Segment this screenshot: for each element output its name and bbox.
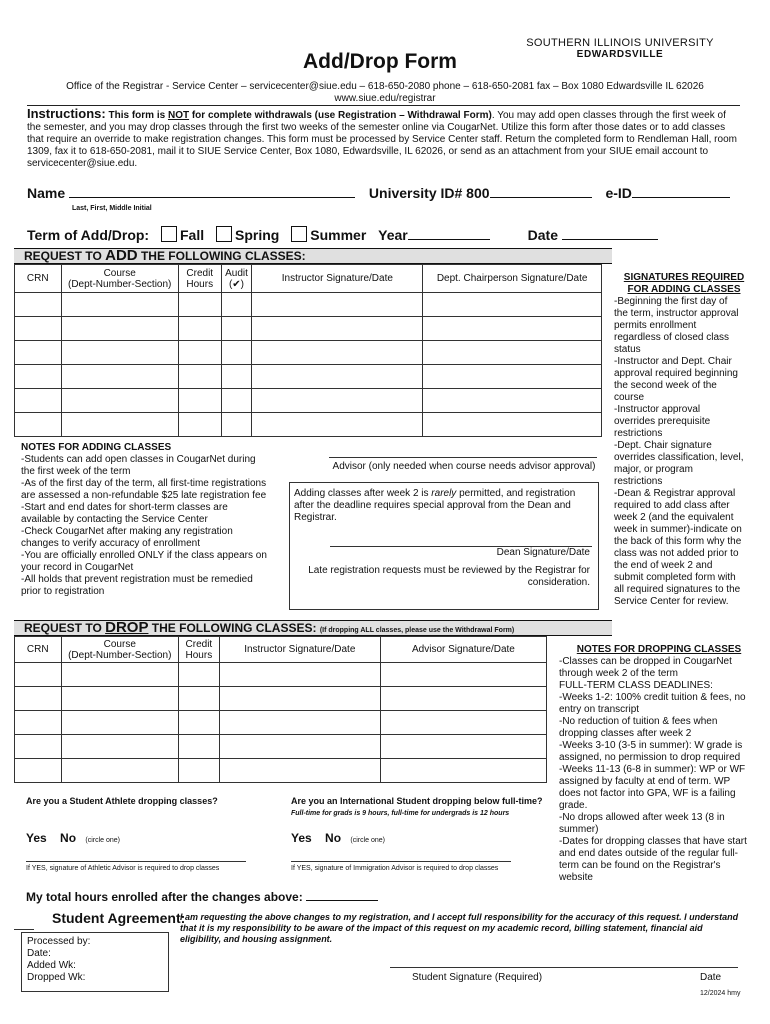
table-cell[interactable] bbox=[179, 663, 220, 687]
add-signatures-notes bbox=[614, 272, 754, 608]
table-cell[interactable] bbox=[221, 317, 252, 341]
table-cell[interactable] bbox=[221, 413, 252, 437]
drop-notes-line: -Weeks 3-10 (3-5 in summer): W grade is bbox=[559, 740, 743, 751]
name-row bbox=[27, 185, 730, 201]
table-cell[interactable] bbox=[219, 687, 380, 711]
table-cell[interactable] bbox=[179, 711, 220, 735]
drop-notes-line: -Weeks 11-13 (6-8 in summer): WP or WF bbox=[559, 764, 746, 775]
drop-notes-line: -No reduction of tuition & fees when bbox=[559, 716, 718, 727]
university-name: SOUTHERN ILLINOIS UNIVERSITY bbox=[526, 37, 714, 49]
table-cell[interactable] bbox=[178, 341, 221, 365]
summer-label: Summer bbox=[310, 227, 367, 243]
add-signatures-line: major, or program bbox=[614, 464, 693, 475]
add-signatures-line: restrictions bbox=[614, 428, 663, 439]
athlete-circle-hint: (circle one) bbox=[85, 837, 121, 844]
table-cell[interactable] bbox=[15, 687, 62, 711]
term-label: Term of Add/Drop: bbox=[27, 227, 150, 243]
drop-notes-line: does not factor into GPA, WF is a failing bbox=[559, 788, 736, 799]
late-registration-box bbox=[289, 482, 599, 610]
student-agreement-label: Student Agreement: bbox=[52, 910, 186, 926]
table-cell[interactable] bbox=[221, 389, 252, 413]
drop-notes-line: FULL-TERM CLASS DEADLINES: bbox=[559, 680, 713, 691]
drop-classes-table bbox=[14, 636, 547, 783]
add-signatures-line: status bbox=[614, 344, 641, 355]
add-table-row bbox=[15, 413, 602, 437]
table-cell[interactable] bbox=[252, 341, 423, 365]
drop-notes-line: grade. bbox=[559, 800, 588, 811]
table-cell[interactable] bbox=[252, 293, 423, 317]
add-signatures-line: the second week of the bbox=[614, 380, 717, 391]
add-notes-line: prior to registration bbox=[21, 586, 105, 597]
add-notes-line: -Start and end dates for short-term classes are bbox=[21, 502, 228, 513]
table-cell[interactable] bbox=[179, 687, 220, 711]
table-cell[interactable] bbox=[221, 365, 252, 389]
add-signatures-line: week in summer)-indicate on bbox=[614, 524, 742, 535]
table-cell[interactable] bbox=[219, 711, 380, 735]
university-campus: EDWARDSVILLE bbox=[576, 49, 664, 60]
table-cell[interactable] bbox=[15, 341, 62, 365]
athlete-question: Are you a Student Athlete dropping classes? bbox=[26, 796, 218, 806]
add-signatures-line: class was not added prior to bbox=[614, 548, 739, 559]
table-cell[interactable] bbox=[61, 317, 178, 341]
processed-by-label: Processed by: bbox=[27, 936, 91, 947]
drop-col-instructor: Instructor Signature/Date bbox=[219, 637, 380, 663]
date-label: Date bbox=[527, 227, 559, 243]
add-table-row bbox=[15, 317, 602, 341]
drop-col-course-l2: (Dept-Number-Section) bbox=[68, 649, 172, 661]
drop-table-row bbox=[15, 759, 547, 783]
add-section-header bbox=[14, 248, 612, 264]
add-signatures-line: week 2 (and the equivalent bbox=[614, 512, 734, 523]
table-cell[interactable] bbox=[15, 293, 62, 317]
table-cell[interactable] bbox=[252, 317, 423, 341]
fall-checkbox[interactable] bbox=[161, 226, 177, 242]
add-notes-line: changes to verify accuracy of enrollment bbox=[21, 538, 200, 549]
table-cell[interactable] bbox=[178, 365, 221, 389]
add-col-instructor: Instructor Signature/Date bbox=[252, 265, 423, 293]
table-cell[interactable] bbox=[61, 711, 178, 735]
table-cell[interactable] bbox=[219, 759, 380, 783]
instructions-label: Instructions: bbox=[27, 106, 106, 121]
name-label: Name bbox=[27, 185, 66, 201]
table-cell[interactable] bbox=[219, 735, 380, 759]
add-col-credit bbox=[178, 265, 221, 293]
instructions-bold-1: This form is bbox=[108, 110, 168, 121]
drop-notes-line: and end dates outside of the regular full- bbox=[559, 848, 739, 859]
table-cell[interactable] bbox=[252, 413, 423, 437]
table-cell[interactable] bbox=[179, 735, 220, 759]
add-notes-line: -You are officially enrolled ONLY if the class appears on bbox=[21, 550, 267, 561]
drop-bar-prefix: REQUEST TO bbox=[24, 621, 106, 635]
advisor-signature-label: Advisor (only needed when course needs advisor approval) bbox=[332, 461, 596, 472]
drop-notes-line: through week 2 of the term bbox=[559, 668, 678, 679]
fall-label: Fall bbox=[180, 227, 205, 243]
drop-col-credit-l1: Credit bbox=[185, 638, 213, 650]
international-note: If YES, signature of Immigration Advisor is required to drop classes bbox=[291, 865, 499, 872]
late-text-1: Adding classes after week 2 is bbox=[294, 488, 432, 499]
total-hours-row bbox=[26, 890, 378, 904]
drop-table-row bbox=[15, 687, 547, 711]
drop-table-row bbox=[15, 735, 547, 759]
table-cell[interactable] bbox=[15, 759, 62, 783]
add-signatures-line: -Beginning the first day of bbox=[614, 296, 728, 307]
table-cell[interactable] bbox=[15, 413, 62, 437]
advisor-signature-line[interactable] bbox=[329, 457, 597, 458]
table-cell[interactable] bbox=[423, 389, 602, 413]
add-signatures-line: -Dept. Chair signature bbox=[614, 440, 712, 451]
add-col-audit bbox=[221, 265, 252, 293]
add-notes-line: -Students can add open classes in CougarNet during bbox=[21, 454, 256, 465]
name-field[interactable] bbox=[69, 197, 355, 198]
instructions-block bbox=[27, 108, 742, 170]
year-label: Year bbox=[378, 227, 408, 243]
drop-bar-keyword: DROP bbox=[105, 619, 149, 636]
add-notes-line: are assessed a non-refundable $25 late registration fee bbox=[21, 490, 267, 501]
drop-col-crn: CRN bbox=[15, 637, 62, 663]
year-field[interactable] bbox=[408, 239, 490, 240]
add-signatures-line: -Instructor and Dept. Chair bbox=[614, 356, 732, 367]
late-text-rarely: rarely bbox=[431, 488, 457, 499]
international-fulltime-note: Full-time for grads is 9 hours, full-time for undergrads is 12 hours bbox=[291, 810, 510, 817]
add-table-header bbox=[15, 265, 602, 293]
add-notes-line: -Check CougarNet after making any registration bbox=[21, 526, 233, 537]
add-notes-line: -As of the first day of the term, all first-time registrations bbox=[21, 478, 267, 489]
processed-by-box bbox=[21, 932, 169, 992]
international-circle-hint: (circle one) bbox=[350, 837, 386, 844]
date-field[interactable] bbox=[562, 239, 658, 240]
drop-notes-line: assigned by faculty at end of term. WP bbox=[559, 776, 731, 787]
form-revision: 12/2024 hmy bbox=[700, 990, 741, 997]
drop-col-advisor: Advisor Signature/Date bbox=[380, 637, 546, 663]
athlete-yes-option[interactable]: Yes bbox=[26, 831, 47, 845]
late-text-2: permitted, and registration after the deadline requires special approval from the Dean and Registrar. bbox=[294, 488, 576, 523]
student-agreement-text: I am requesting the above changes to my registration, and I accept full responsibility for the accuracy of this request. I understand that it is my responsibility to be aware of the impact of this request on my academic record, billing statement, financial aid eligibility, and housing assignment. bbox=[180, 912, 739, 944]
add-notes-line: available by contacting the Service Center bbox=[21, 514, 208, 525]
table-cell[interactable] bbox=[423, 341, 602, 365]
table-cell[interactable] bbox=[423, 317, 602, 341]
table-cell[interactable] bbox=[178, 293, 221, 317]
add-notes-heading: NOTES FOR ADDING CLASSES bbox=[21, 442, 172, 453]
drop-col-course-l1: Course bbox=[103, 638, 136, 650]
term-row bbox=[27, 226, 658, 243]
summer-checkbox[interactable] bbox=[291, 226, 307, 242]
add-table-row bbox=[15, 365, 602, 389]
table-cell[interactable] bbox=[380, 711, 546, 735]
table-cell[interactable] bbox=[15, 735, 62, 759]
table-cell[interactable] bbox=[61, 735, 178, 759]
spring-label: Spring bbox=[235, 227, 280, 243]
add-signatures-line: overrides prerequisite bbox=[614, 416, 711, 427]
total-hours-field[interactable] bbox=[306, 900, 378, 901]
international-yes-no bbox=[291, 831, 385, 845]
immigration-advisor-signature-line[interactable] bbox=[291, 861, 511, 862]
add-col-audit-l2: (✔) bbox=[228, 278, 245, 290]
add-table-row bbox=[15, 389, 602, 413]
drop-notes-line: -Weeks 1-2: 100% credit tuition & fees, no bbox=[559, 692, 746, 703]
total-hours-label: My total hours enrolled after the changes above: bbox=[26, 890, 303, 904]
drop-col-credit bbox=[179, 637, 220, 663]
add-bar-prefix: REQUEST TO bbox=[24, 249, 106, 263]
drop-table-header bbox=[15, 637, 547, 663]
spring-checkbox[interactable] bbox=[216, 226, 232, 242]
add-classes-table bbox=[14, 264, 602, 437]
add-signatures-heading-2: FOR ADDING CLASSES bbox=[627, 284, 741, 295]
table-cell[interactable] bbox=[380, 735, 546, 759]
drop-col-course bbox=[61, 637, 178, 663]
eid-field[interactable] bbox=[632, 197, 730, 198]
drop-section-header bbox=[14, 620, 612, 636]
drop-notes-line: -Classes can be dropped in CougarNet bbox=[559, 656, 732, 667]
dropped-week-label: Dropped Wk: bbox=[27, 972, 86, 983]
add-bar-suffix: THE FOLLOWING CLASSES: bbox=[137, 249, 306, 263]
add-signatures-line: -Instructor approval bbox=[614, 404, 701, 415]
add-table-row bbox=[15, 341, 602, 365]
add-col-chair: Dept. Chairperson Signature/Date bbox=[423, 265, 602, 293]
drop-bar-note: (If dropping ALL classes, please use the Withdrawal Form) bbox=[319, 627, 515, 634]
add-col-crn: CRN bbox=[15, 265, 62, 293]
table-cell[interactable] bbox=[179, 759, 220, 783]
name-hint: Last, First, Middle Initial bbox=[72, 205, 152, 212]
office-contact-line: Office of the Registrar - Service Center – servicecenter@siue.edu – 618-650-2080 phone – 618-650-2081 fax – Box 1080 Edwardsville IL 62026 bbox=[66, 81, 704, 92]
dean-signature-label: Dean Signature/Date bbox=[496, 547, 590, 558]
table-cell[interactable] bbox=[61, 413, 178, 437]
add-table-row bbox=[15, 293, 602, 317]
add-col-credit-l2: Hours bbox=[186, 278, 214, 290]
drop-notes-line: -No drops allowed after week 13 (8 in bbox=[559, 812, 725, 823]
student-signature-label: Student Signature (Required) bbox=[412, 972, 543, 983]
add-notes-line: -All holds that prevent registration must be remedied bbox=[21, 574, 253, 585]
add-signatures-line: permits enrollment bbox=[614, 320, 697, 331]
add-signatures-line: course bbox=[614, 392, 645, 403]
student-signature-line[interactable] bbox=[390, 967, 738, 968]
table-cell[interactable] bbox=[221, 341, 252, 365]
university-id-label: University ID# 800 bbox=[368, 185, 490, 201]
table-cell[interactable] bbox=[178, 317, 221, 341]
table-cell[interactable] bbox=[61, 663, 178, 687]
divider bbox=[27, 105, 740, 106]
table-cell[interactable] bbox=[61, 341, 178, 365]
table-cell[interactable] bbox=[252, 389, 423, 413]
add-notes bbox=[21, 442, 283, 598]
add-signatures-line: the end of week 2 and bbox=[614, 560, 713, 571]
registrar-website: www.siue.edu/registrar bbox=[334, 93, 436, 104]
table-cell[interactable] bbox=[61, 389, 178, 413]
add-signatures-line: the term, instructor approval bbox=[614, 308, 739, 319]
table-cell[interactable] bbox=[61, 293, 178, 317]
add-signatures-line: the back of this form why the bbox=[614, 536, 742, 547]
table-cell[interactable] bbox=[15, 317, 62, 341]
add-col-credit-l1: Credit bbox=[186, 267, 214, 279]
table-cell[interactable] bbox=[15, 663, 62, 687]
drop-notes-line: -Dates for dropping classes that have start bbox=[559, 836, 747, 847]
form-title: Add/Drop Form bbox=[303, 50, 457, 73]
drop-table-row bbox=[15, 663, 547, 687]
drop-notes-line: entry on transcript bbox=[559, 704, 640, 715]
international-yes-option[interactable]: Yes bbox=[291, 831, 312, 845]
add-bar-keyword: ADD bbox=[105, 247, 138, 264]
add-signatures-line: restrictions bbox=[614, 476, 663, 487]
processed-date-label: Date: bbox=[27, 948, 51, 959]
university-id-field[interactable] bbox=[490, 197, 592, 198]
eid-label: e-ID bbox=[605, 185, 632, 201]
table-cell[interactable] bbox=[178, 389, 221, 413]
table-cell[interactable] bbox=[219, 663, 380, 687]
drop-notes-line: assigned, no permission to drop required bbox=[559, 752, 741, 763]
agreement-divider bbox=[14, 929, 34, 930]
instructions-bold-2: for complete withdrawals (use Registration – Withdrawal Form) bbox=[189, 110, 492, 121]
drop-notes-heading: NOTES FOR DROPPING CLASSES bbox=[576, 644, 742, 655]
drop-table-row bbox=[15, 711, 547, 735]
add-col-audit-l1: Audit bbox=[225, 267, 248, 279]
add-col-course bbox=[61, 265, 178, 293]
athlete-yes-no bbox=[26, 831, 120, 845]
table-cell[interactable] bbox=[61, 687, 178, 711]
table-cell[interactable] bbox=[61, 759, 178, 783]
add-signatures-line: approval required beginning bbox=[614, 368, 738, 379]
drop-notes-line: summer) bbox=[559, 824, 599, 835]
athlete-note: If YES, signature of Athletic Advisor is required to drop classes bbox=[26, 865, 220, 872]
athletic-advisor-signature-line[interactable] bbox=[26, 861, 246, 862]
instructions-text: . You may add open classes through the first week of the semester, and you may drop classes through the first two weeks of the semester online via CougarNet. Utilize this form after those dates or to add classes that require an override to make registration changes. This form must be processed by Service Center staff. Return the completed form to Rendleman Hall, room 1309, fax it to 618-650-2081, mail it to SIUE Service Center, Box 1080, Edwardsville, IL 62026, or send as an attachment from your SIUE email account to servicecenter@siue.edu. bbox=[27, 110, 737, 169]
late-registrar-note: Late registration requests must be reviewed by the Registrar for consideration. bbox=[308, 565, 590, 588]
add-signatures-line: regardless of closed class bbox=[614, 332, 730, 343]
drop-col-credit-l2: Hours bbox=[185, 649, 213, 661]
table-cell[interactable] bbox=[221, 293, 252, 317]
table-cell[interactable] bbox=[15, 365, 62, 389]
drop-bar-suffix: THE FOLLOWING CLASSES: bbox=[148, 621, 317, 635]
table-cell[interactable] bbox=[380, 663, 546, 687]
drop-notes-line: term can be found on the Registrar's bbox=[559, 860, 721, 871]
international-no-option[interactable]: No bbox=[325, 831, 342, 845]
table-cell[interactable] bbox=[15, 389, 62, 413]
add-signatures-line: Service Center for review. bbox=[614, 596, 729, 607]
signature-date-label: Date bbox=[700, 972, 722, 983]
table-cell[interactable] bbox=[423, 413, 602, 437]
add-signatures-line: overrides classification, level, bbox=[614, 452, 744, 463]
table-cell[interactable] bbox=[252, 365, 423, 389]
add-signatures-line: -Dean & Registrar approval bbox=[614, 488, 736, 499]
table-cell[interactable] bbox=[423, 365, 602, 389]
add-col-course-l2: (Dept-Number-Section) bbox=[68, 278, 172, 290]
drop-notes-line: dropping classes after week 2 bbox=[559, 728, 692, 739]
drop-notes bbox=[559, 644, 759, 884]
table-cell[interactable] bbox=[15, 711, 62, 735]
add-notes-line: your record in CougarNet bbox=[21, 562, 134, 573]
add-signatures-line: submit completed form with bbox=[614, 572, 736, 583]
table-cell[interactable] bbox=[423, 293, 602, 317]
add-signatures-line: all required signatures to the bbox=[614, 584, 741, 595]
add-signatures-heading-1: SIGNATURES REQUIRED bbox=[623, 272, 745, 283]
add-col-course-l1: Course bbox=[103, 267, 136, 279]
table-cell[interactable] bbox=[380, 759, 546, 783]
table-cell[interactable] bbox=[380, 687, 546, 711]
added-week-label: Added Wk: bbox=[27, 960, 76, 971]
instructions-not: NOT bbox=[167, 110, 190, 121]
add-signatures-line: required to add class after bbox=[614, 500, 730, 511]
add-notes-line: the first week of the term bbox=[21, 466, 131, 477]
table-cell[interactable] bbox=[61, 365, 178, 389]
international-question: Are you an International Student dropping below full-time? bbox=[291, 796, 543, 806]
drop-notes-line: website bbox=[559, 872, 593, 883]
athlete-no-option[interactable]: No bbox=[60, 831, 77, 845]
table-cell[interactable] bbox=[178, 413, 221, 437]
